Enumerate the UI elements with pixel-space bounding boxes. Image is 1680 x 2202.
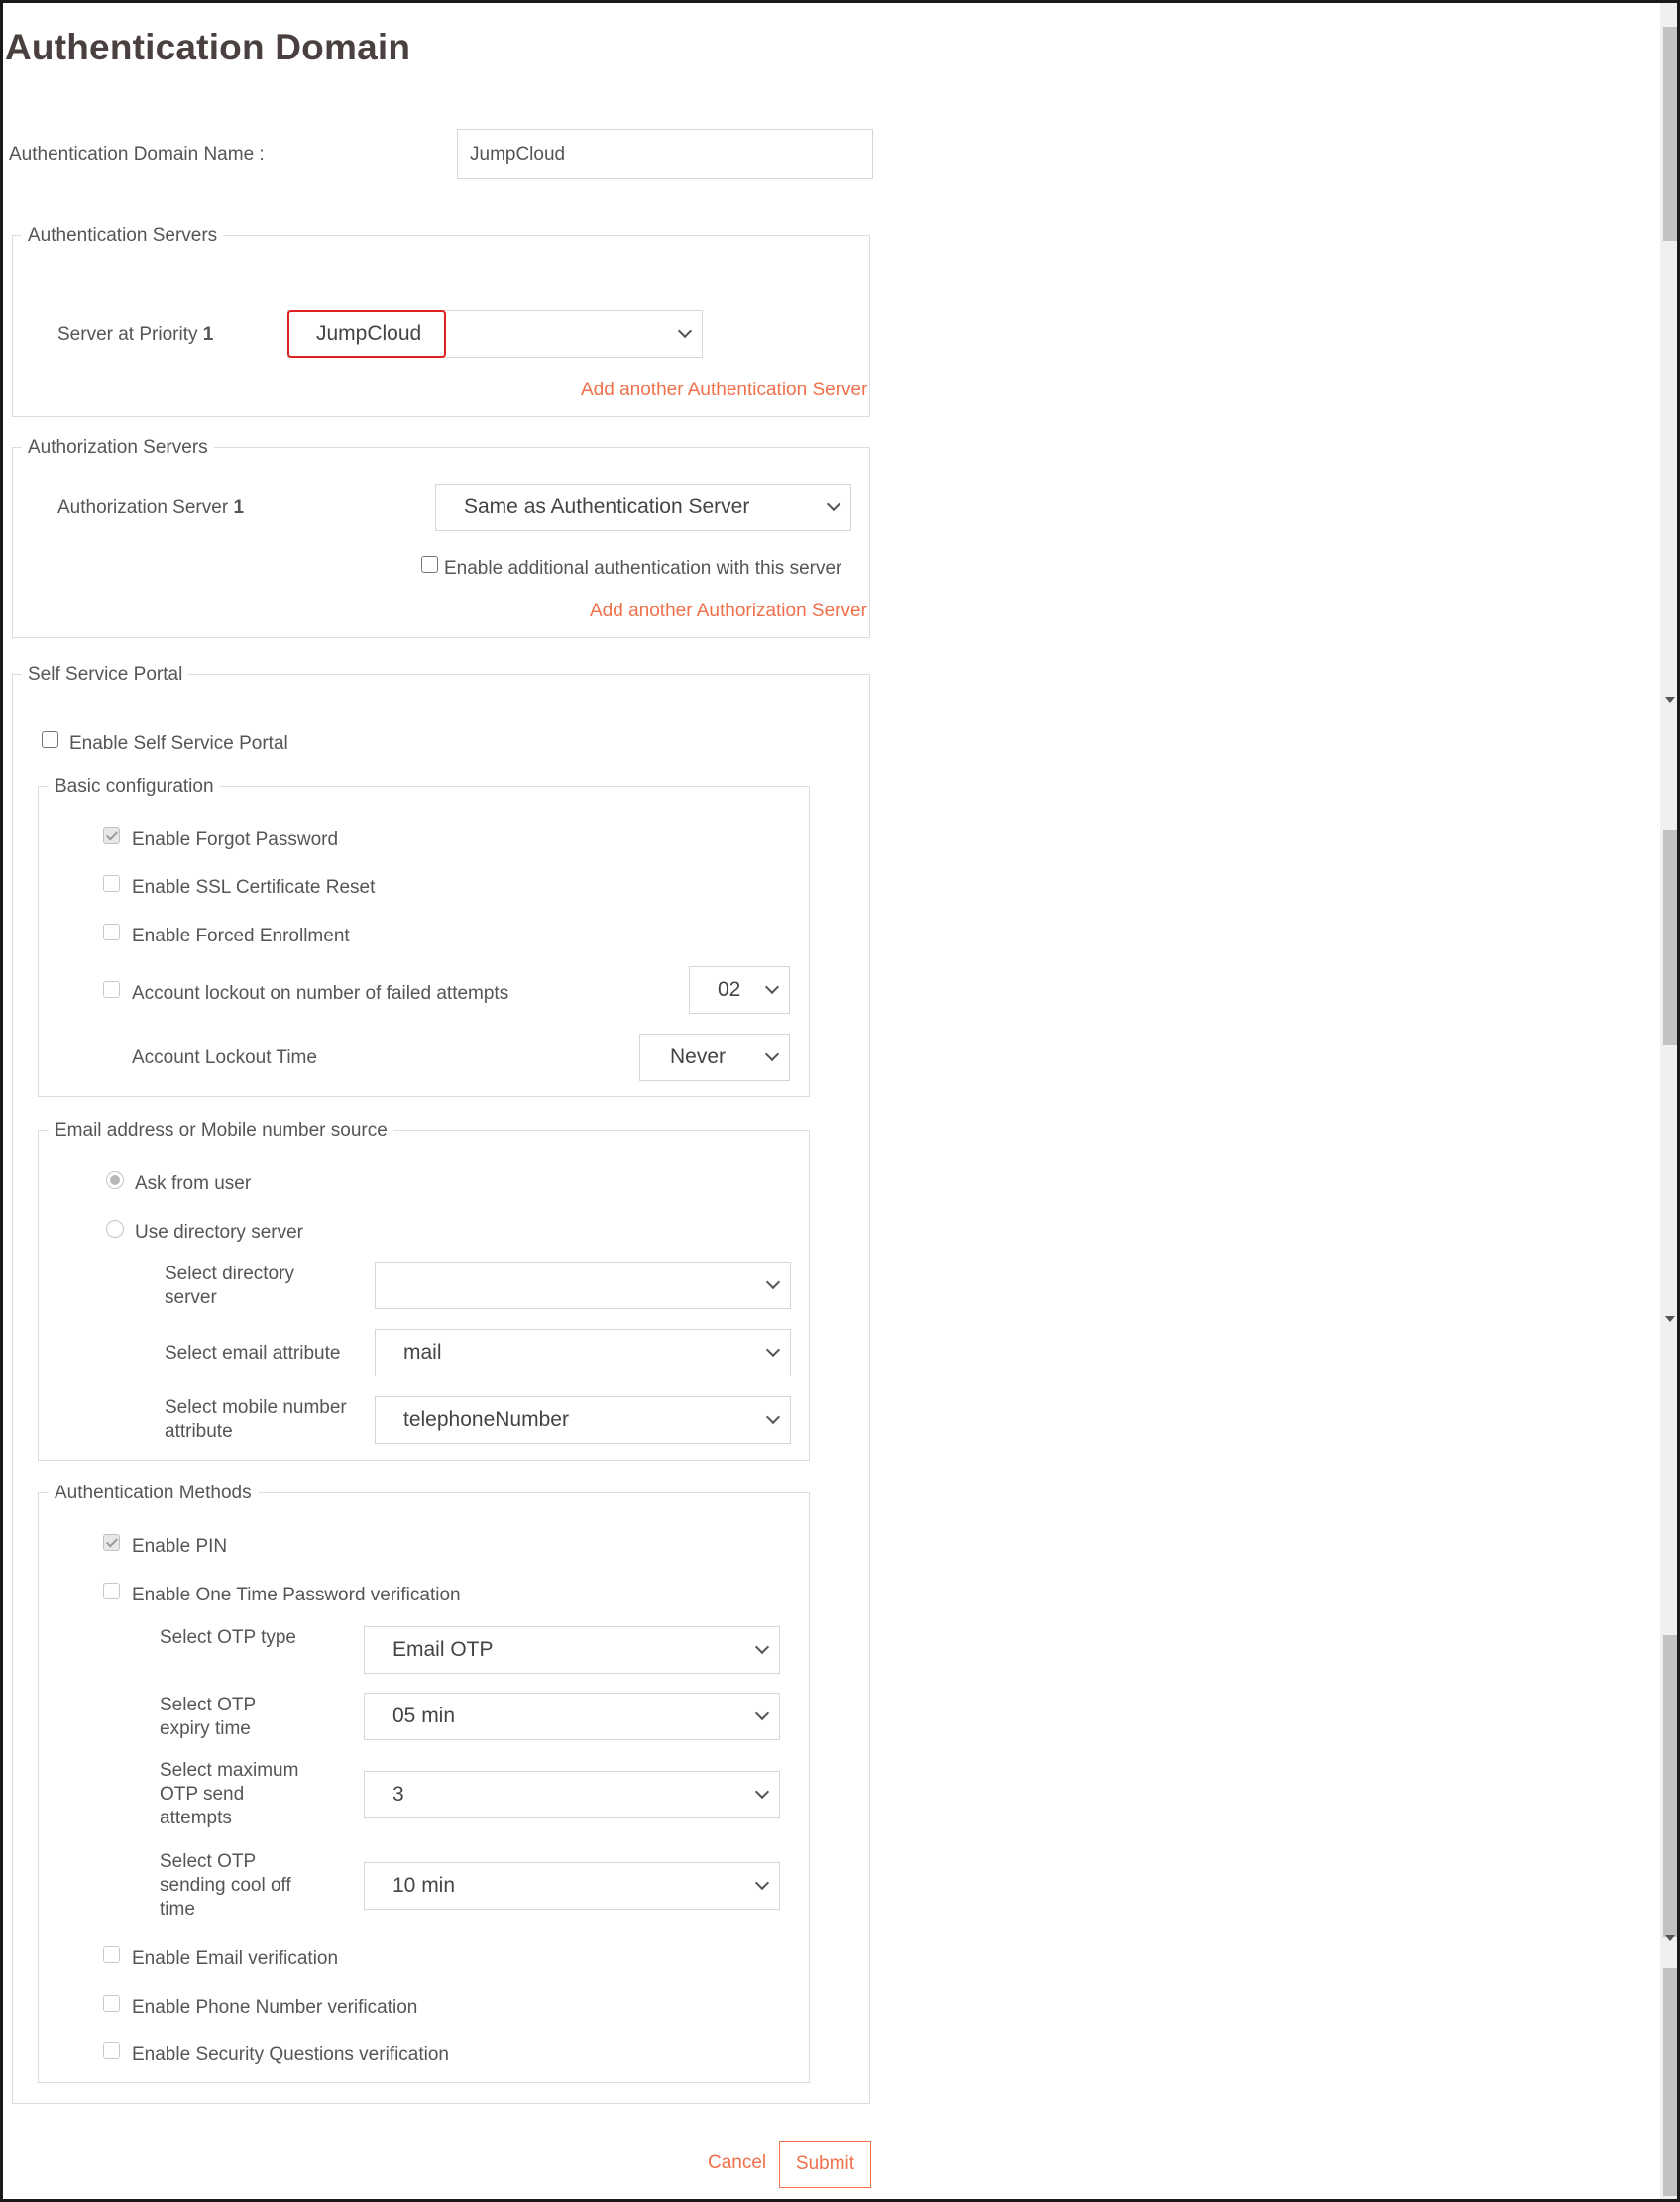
mobile-attr-value: telephoneNumber [403, 1408, 569, 1431]
enable-ssp-checkbox[interactable] [42, 731, 58, 748]
forced-enrollment-checkbox[interactable] [103, 924, 120, 940]
chevron-down-icon [765, 1047, 779, 1061]
otp-type-label: Select OTP type [160, 1627, 296, 1648]
scroll-down-arrow-icon[interactable] [1665, 697, 1675, 703]
pin-label: Enable PIN [132, 1536, 228, 1557]
chevron-down-icon [755, 1707, 769, 1720]
email-verif-label: Enable Email verification [132, 1948, 339, 1969]
chevron-down-icon [678, 324, 692, 338]
lockout-attempts-select[interactable] [689, 966, 790, 1014]
auth-server-selected-text: JumpCloud [316, 322, 422, 345]
additional-auth-checkbox[interactable] [421, 556, 438, 573]
mobile-attr-select[interactable] [375, 1396, 791, 1444]
server-priority-text: Server at Priority [57, 324, 198, 345]
additional-auth-label: Enable additional authentication with this server [444, 558, 842, 579]
forgot-password-label: Enable Forgot Password [132, 829, 339, 850]
auth-servers-legend: Authentication Servers [22, 225, 223, 247]
methods-legend: Authentication Methods [49, 1483, 258, 1504]
basic-config-legend: Basic configuration [49, 776, 220, 798]
chevron-down-icon [766, 1410, 780, 1424]
submit-button[interactable]: Submit [779, 2141, 871, 2188]
chevron-down-icon [755, 1640, 769, 1654]
mobile-attr-label: Select mobile number attribute [165, 1397, 347, 1442]
otp-cool-value: 10 min [392, 1874, 456, 1897]
email-attr-value: mail [403, 1341, 442, 1364]
phone-verif-label: Enable Phone Number verification [132, 1997, 418, 2018]
authz-server-label [57, 497, 244, 519]
lockout-time-select[interactable] [639, 1034, 790, 1081]
ssp-legend: Self Service Portal [22, 664, 188, 686]
ask-user-label: Ask from user [135, 1173, 252, 1194]
cancel-button[interactable]: Cancel [708, 2152, 767, 2173]
server-priority-number: 1 [202, 324, 214, 345]
lockout-time-value: Never [670, 1046, 727, 1068]
page-title: Authentication Domain [5, 27, 411, 67]
scroll-down-arrow-icon[interactable] [1665, 1935, 1675, 1941]
otp-max-value: 3 [392, 1783, 404, 1806]
auth-server-selected-value[interactable] [287, 310, 446, 358]
otp-type-value: Email OTP [392, 1638, 494, 1661]
otp-label: Enable One Time Password verification [132, 1585, 461, 1605]
otp-max-label: Select maximum OTP send attempts [160, 1760, 299, 1828]
otp-expiry-select[interactable] [364, 1693, 780, 1740]
chevron-down-icon [766, 1275, 780, 1289]
chevron-down-icon [755, 1876, 769, 1890]
scrollbar-thumb-3[interactable] [1663, 1635, 1677, 1937]
lockout-checkbox[interactable] [103, 981, 120, 998]
dir-server-label: Select directory server [165, 1264, 294, 1308]
phone-verif-checkbox[interactable] [103, 1995, 120, 2012]
enable-ssp-label: Enable Self Service Portal [69, 733, 288, 754]
otp-expiry-label: Select OTP expiry time [160, 1695, 256, 1739]
lockout-time-label: Account Lockout Time [132, 1047, 317, 1068]
ssl-reset-label: Enable SSL Certificate Reset [132, 877, 376, 898]
dir-server-select[interactable] [375, 1262, 791, 1309]
use-dir-label: Use directory server [135, 1222, 303, 1243]
domain-name-value: JumpCloud [470, 143, 566, 165]
pin-checkbox[interactable] [103, 1534, 120, 1551]
scrollbar-thumb-4[interactable] [1663, 1968, 1677, 2196]
security-q-label: Enable Security Questions verification [132, 2044, 449, 2065]
ask-user-radio[interactable] [106, 1171, 124, 1189]
use-dir-radio[interactable] [106, 1220, 124, 1238]
chevron-down-icon [755, 1785, 769, 1799]
email-attr-label: Select email attribute [165, 1343, 341, 1364]
otp-checkbox[interactable] [103, 1583, 120, 1599]
add-authz-server-link[interactable]: Add another Authorization Server [590, 601, 867, 621]
email-attr-select[interactable] [375, 1329, 791, 1376]
authz-server-number: 1 [233, 497, 245, 518]
forgot-password-checkbox[interactable] [103, 827, 120, 844]
otp-expiry-value: 05 min [392, 1705, 456, 1727]
chevron-down-icon [766, 1343, 780, 1357]
otp-cool-select[interactable] [364, 1862, 780, 1910]
source-legend: Email address or Mobile number source [49, 1120, 393, 1142]
forced-enrollment-label: Enable Forced Enrollment [132, 926, 350, 946]
server-priority-label [57, 324, 213, 346]
scroll-down-arrow-icon[interactable] [1665, 1316, 1675, 1322]
otp-type-select[interactable] [364, 1626, 780, 1674]
otp-cool-label: Select OTP sending cool off time [160, 1851, 291, 1920]
chevron-down-icon [765, 980, 779, 994]
add-auth-server-link[interactable]: Add another Authentication Server [581, 380, 868, 400]
security-q-checkbox[interactable] [103, 2042, 120, 2059]
domain-name-label: Authentication Domain Name : [9, 144, 265, 165]
scrollbar-thumb-2[interactable] [1663, 830, 1677, 1045]
scrollbar-thumb-1[interactable] [1663, 27, 1677, 241]
email-verif-checkbox[interactable] [103, 1946, 120, 1963]
authz-server-select[interactable] [435, 484, 851, 531]
authz-server-text: Authorization Server [57, 497, 229, 518]
lockout-label: Account lockout on number of failed attempts [132, 983, 509, 1004]
chevron-down-icon [827, 497, 840, 511]
authz-servers-legend: Authorization Servers [22, 437, 214, 459]
ssl-reset-checkbox[interactable] [103, 875, 120, 892]
lockout-attempts-value: 02 [718, 978, 741, 1001]
domain-name-input[interactable] [457, 129, 873, 179]
otp-max-select[interactable] [364, 1771, 780, 1818]
authz-server-selected: Same as Authentication Server [464, 495, 750, 518]
